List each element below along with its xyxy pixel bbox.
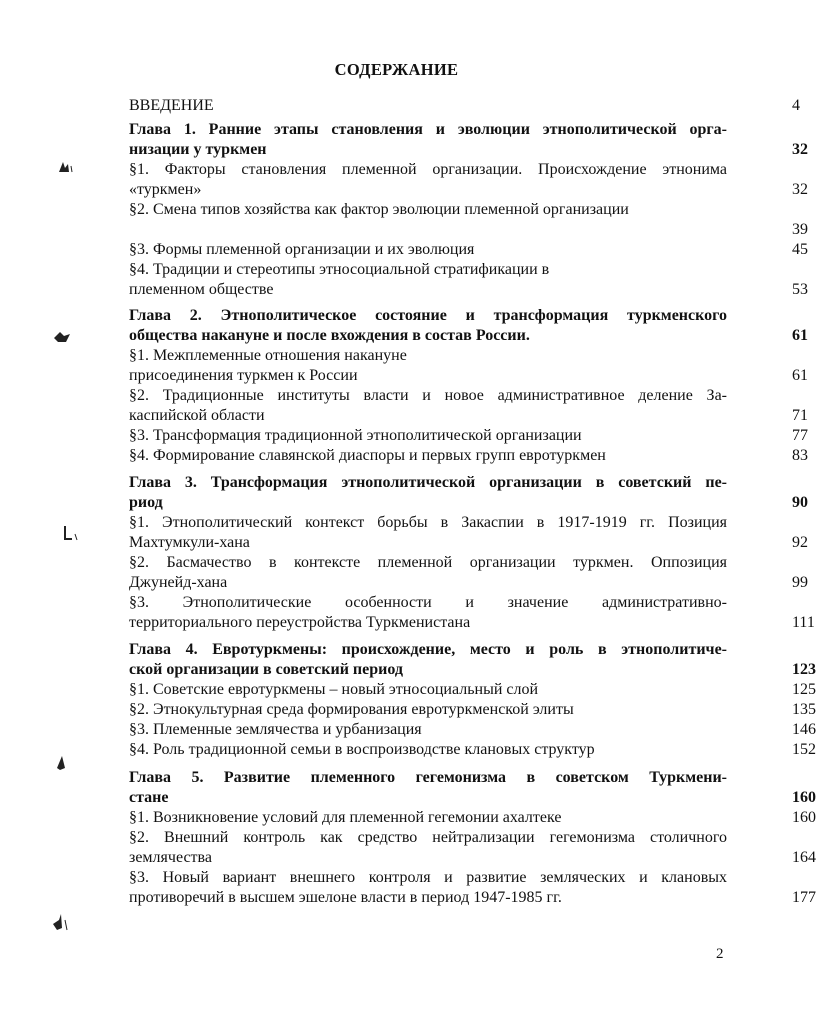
section-1-4-text: племенном обществе bbox=[129, 281, 274, 298]
chapter-3-title-line-2 bbox=[129, 493, 808, 513]
section-1-3 bbox=[129, 240, 808, 260]
margin-scan-mark-icon bbox=[56, 158, 74, 181]
section-2-1-page: 61 bbox=[792, 367, 808, 384]
chapter-2-title-line-2 bbox=[129, 326, 808, 346]
chapter-5-page: 160 bbox=[792, 789, 816, 806]
chapter-5-title-line-2 bbox=[129, 788, 816, 808]
section-1-1-line-2 bbox=[129, 180, 808, 200]
chapter-4-page: 123 bbox=[792, 661, 816, 678]
section-2-4-page: 83 bbox=[792, 447, 808, 464]
section-1-2-line-1: §2. Смена типов хозяйства как фактор эволюции племенной организации bbox=[129, 201, 629, 218]
section-4-4-page: 152 bbox=[792, 741, 816, 758]
section-4-2-page: 135 bbox=[792, 701, 816, 718]
section-5-2-line-2 bbox=[129, 848, 816, 868]
section-3-2-line-1: §2. Басмачество в контексте племенной организации туркмен. Оппозиция bbox=[129, 554, 727, 571]
chapter-2-title-text: общества накануне и после вхождения в состав России. bbox=[129, 327, 530, 344]
section-3-1-text: Махтумкули-хана bbox=[129, 534, 250, 551]
section-1-4-page: 53 bbox=[792, 281, 808, 298]
section-5-3-text: противоречий в высшем эшелоне власти в период 1947-1985 гг. bbox=[129, 889, 562, 906]
section-3-2-page: 99 bbox=[792, 574, 808, 591]
section-2-2-page: 71 bbox=[792, 407, 808, 424]
chapter-5-title-text: стане bbox=[129, 789, 169, 806]
toc-entry-intro bbox=[129, 96, 800, 116]
margin-scan-mark-icon bbox=[54, 754, 72, 779]
section-3-3-page: 111 bbox=[792, 614, 815, 631]
chapter-4-title-line-2 bbox=[129, 660, 816, 680]
section-2-3-text: §3. Трансформация традиционной этнополитической организации bbox=[129, 427, 582, 444]
chapter-2-title-line-1: Глава 2. Этнополитическое состояние и трансформация туркменского bbox=[129, 307, 727, 324]
section-2-3-page: 77 bbox=[792, 427, 808, 444]
section-4-1-page: 125 bbox=[792, 681, 816, 698]
chapter-3-title-line-1: Глава 3. Трансформация этнополитической организации в советский пе- bbox=[129, 474, 727, 491]
chapter-1-title-text: низации у туркмен bbox=[129, 141, 267, 158]
section-1-1-text: «туркмен» bbox=[129, 181, 202, 198]
section-4-3-text: §3. Племенные землячества и урбанизация bbox=[129, 721, 422, 738]
section-2-1-line-2 bbox=[129, 366, 808, 386]
chapter-1-page: 32 bbox=[792, 141, 808, 158]
section-2-4 bbox=[129, 446, 808, 466]
section-1-1-page: 32 bbox=[792, 181, 808, 198]
section-4-4-text: §4. Роль традиционной семьи в воспроизводстве клановых структур bbox=[129, 741, 595, 758]
section-1-3-page: 45 bbox=[792, 241, 808, 258]
margin-scan-mark-icon bbox=[60, 524, 78, 547]
toc-entry-label: ВВЕДЕНИЕ bbox=[129, 97, 214, 114]
chapter-3-title-text: риод bbox=[129, 494, 163, 511]
section-3-3-text: территориального переустройства Туркменистана bbox=[129, 614, 471, 631]
chapter-3-page: 90 bbox=[792, 494, 808, 511]
section-3-3-line-1: §3. Этнополитические особенности и значение административно- bbox=[129, 594, 727, 611]
section-4-2-text: §2. Этнокультурная среда формирования евротуркменской элиты bbox=[129, 701, 574, 718]
section-5-3-line-2 bbox=[129, 888, 816, 908]
margin-scan-mark-icon bbox=[50, 912, 70, 939]
section-4-3 bbox=[129, 720, 816, 740]
chapter-1-title-line-2 bbox=[129, 140, 808, 160]
chapter-2-page: 61 bbox=[792, 327, 808, 344]
section-5-1 bbox=[129, 808, 816, 828]
section-3-2-line-2 bbox=[129, 573, 808, 593]
section-2-2-line-2 bbox=[129, 406, 808, 426]
section-5-1-page: 160 bbox=[792, 809, 816, 826]
section-5-2-page: 164 bbox=[792, 849, 816, 866]
section-3-1-page: 92 bbox=[792, 534, 808, 551]
section-1-1-line-1: §1. Факторы становления племенной организации. Происхождение этнонима bbox=[129, 161, 727, 178]
section-4-2 bbox=[129, 700, 816, 720]
section-2-4-text: §4. Формирование славянской диаспоры и первых групп евротуркмен bbox=[129, 447, 606, 464]
section-1-4-line-1: §4. Традиции и стереотипы этносоциальной стратификации в bbox=[129, 261, 550, 278]
section-2-1-text: присоединения туркмен к России bbox=[129, 367, 358, 384]
section-2-2-line-1: §2. Традиционные институты власти и новое административное деление За- bbox=[129, 387, 727, 404]
section-5-2-text: землячества bbox=[129, 849, 212, 866]
section-3-1-line-2 bbox=[129, 533, 808, 553]
section-4-4 bbox=[129, 740, 816, 760]
section-2-3 bbox=[129, 426, 808, 446]
section-4-1-text: §1. Советские евротуркмены – новый этносоциальный слой bbox=[129, 681, 539, 698]
section-4-1 bbox=[129, 680, 816, 700]
section-5-1-text: §1. Возникновение условий для племенной гегемонии ахалтеке bbox=[129, 809, 562, 826]
section-2-1-line-1: §1. Межплеменные отношения накануне bbox=[129, 347, 407, 364]
section-5-3-line-1: §3. Новый вариант внешнего контроля и развитие землячеcких и клановых bbox=[129, 869, 727, 886]
section-3-1-line-1: §1. Этнополитический контекст борьбы в Закаспии в 1917-1919 гг. Позиция bbox=[129, 514, 727, 531]
section-5-2-line-1: §2. Внешний контроль как средство нейтрализации гегемонизма столичного bbox=[129, 829, 727, 846]
chapter-4-title-line-1: Глава 4. Евротуркмены: происхождение, место и роль в этнополитиче- bbox=[129, 641, 727, 658]
section-4-3-page: 146 bbox=[792, 721, 816, 738]
page-title: СОДЕРЖАНИЕ bbox=[334, 60, 459, 79]
section-5-3-page: 177 bbox=[792, 889, 816, 906]
section-1-4-line-2 bbox=[129, 280, 808, 300]
section-1-2-page: 39 bbox=[792, 221, 808, 238]
section-3-3-line-2 bbox=[129, 613, 815, 633]
chapter-1-title-line-1: Глава 1. Ранние этапы становления и эволюции этнополитической орга- bbox=[129, 121, 727, 138]
margin-scan-mark-icon bbox=[52, 328, 74, 351]
chapter-4-title-text: ской организации в советский период bbox=[129, 661, 403, 678]
toc-page-number: 4 bbox=[792, 97, 800, 114]
section-1-3-text: §3. Формы племенной организации и их эволюция bbox=[129, 241, 475, 258]
page-number: 2 bbox=[716, 946, 724, 962]
section-2-2-text: каспийской области bbox=[129, 407, 265, 424]
chapter-5-title-line-1: Глава 5. Развитие племенного гегемонизма в советском Туркмени- bbox=[129, 769, 727, 786]
section-3-2-text: Джунейд-хана bbox=[129, 574, 228, 591]
